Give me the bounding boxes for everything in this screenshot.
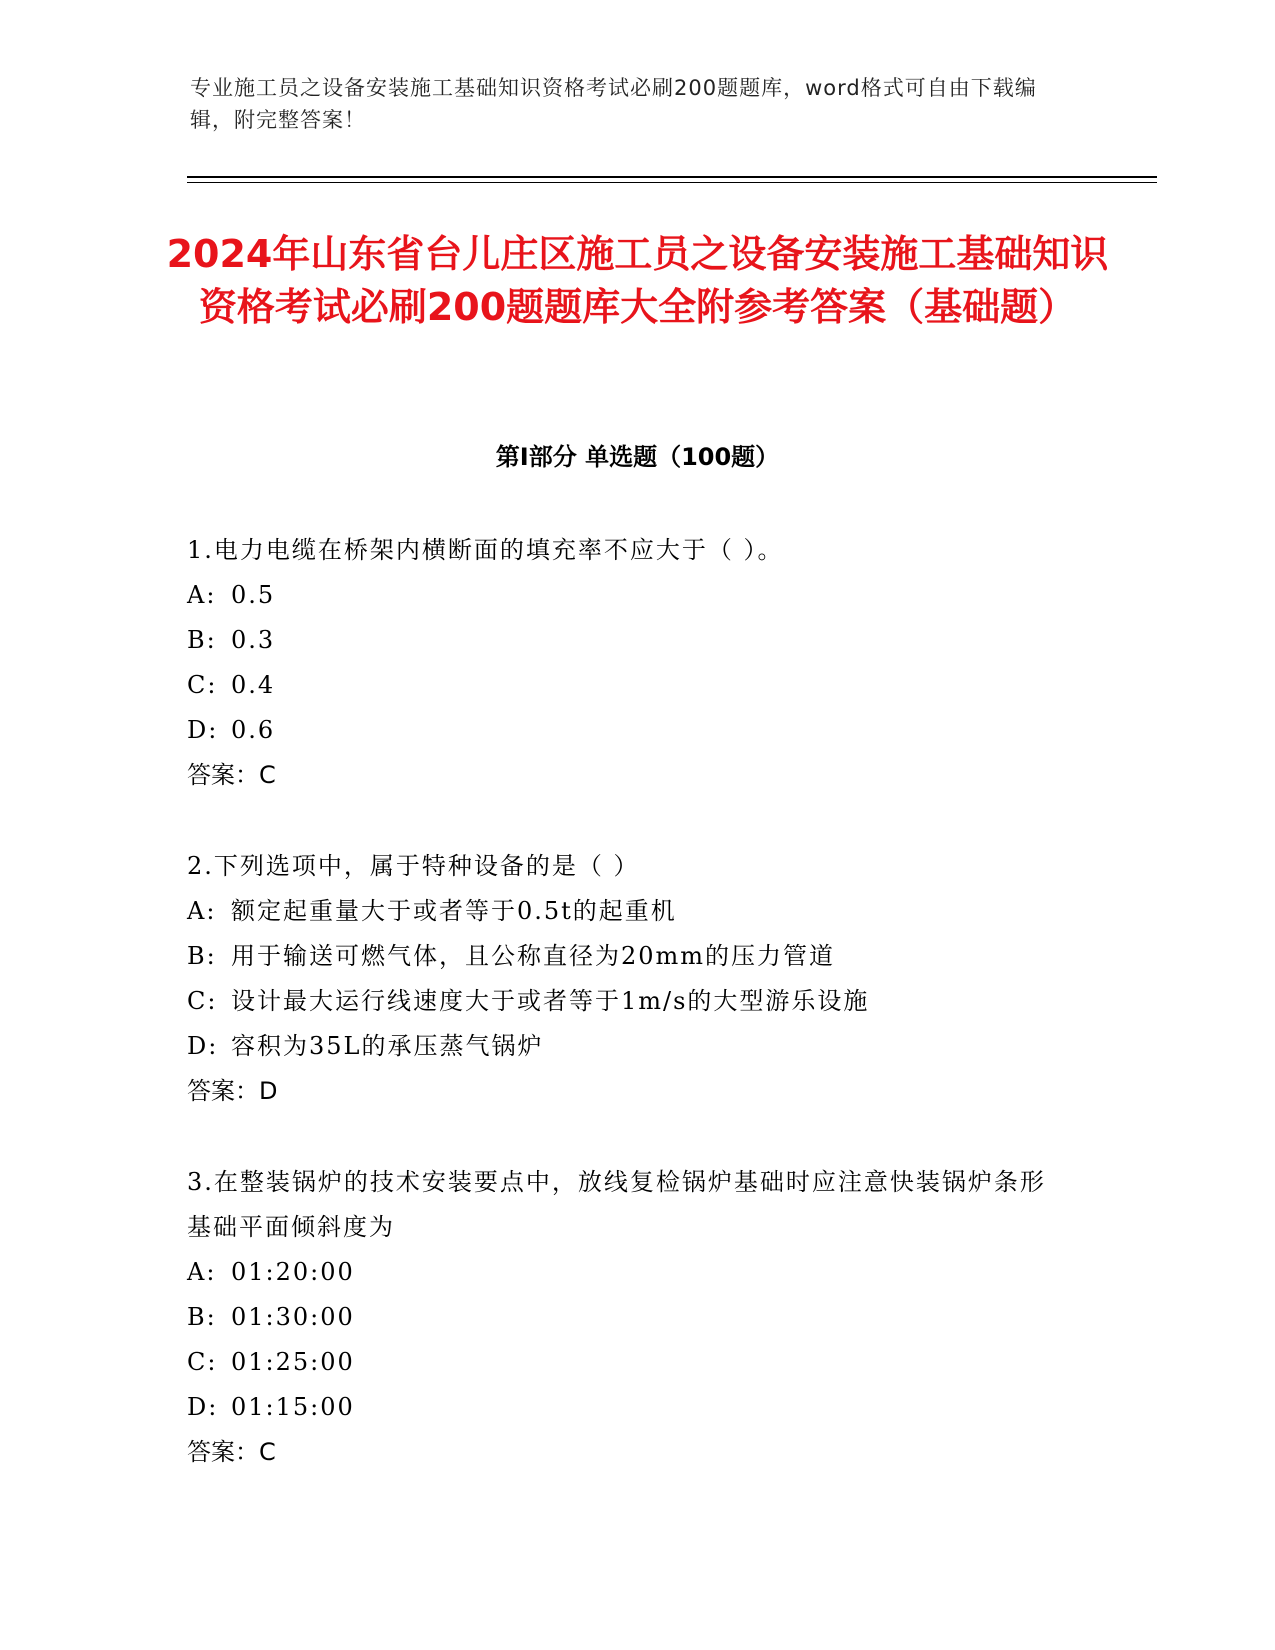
question-1 xyxy=(187,528,1067,798)
option-key: D: xyxy=(187,716,219,744)
option-c xyxy=(187,1340,1067,1385)
option-key: A: xyxy=(187,1258,217,1286)
answer-line: 答案：D xyxy=(187,1077,278,1105)
document-title: 2024年山东省台儿庄区施工员之设备安装施工基础知识资格考试必刷200题题库大全附参考答案（基础题） xyxy=(166,232,1109,329)
header-note: 专业施工员之设备安装施工基础知识资格考试必刷200题题库，word格式可自由下载编辑，附完整答案！ xyxy=(190,76,1037,132)
question-stem: 2.下列选项中，属于特种设备的是（ ） xyxy=(187,852,640,880)
option-key: A: xyxy=(187,897,217,925)
option-text: 用于输送可燃气体，且公称直径为20mm的压力管道 xyxy=(231,942,836,970)
answer-line: 答案：C xyxy=(187,1438,276,1466)
option-a xyxy=(187,1250,1067,1295)
option-text: 0.3 xyxy=(231,626,276,654)
question-list xyxy=(187,528,1067,1521)
option-c xyxy=(187,979,1067,1024)
option-key: C: xyxy=(187,671,218,699)
option-key: B: xyxy=(187,626,217,654)
section-heading: 第I部分 单选题（100题） xyxy=(495,443,780,471)
header-divider-thin xyxy=(187,182,1157,183)
option-key: D: xyxy=(187,1393,219,1421)
option-key: C: xyxy=(187,987,218,1015)
option-d xyxy=(187,1024,1067,1069)
option-text: 额定起重量大于或者等于0.5t的起重机 xyxy=(231,897,677,925)
option-text: 01:25:00 xyxy=(231,1348,355,1376)
question-2 xyxy=(187,844,1067,1114)
option-text: 0.6 xyxy=(231,716,276,744)
option-text: 01:20:00 xyxy=(231,1258,355,1286)
option-c xyxy=(187,663,1067,708)
option-key: C: xyxy=(187,1348,218,1376)
option-text: 0.5 xyxy=(231,581,276,609)
option-text: 01:15:00 xyxy=(231,1393,355,1421)
option-b xyxy=(187,1295,1067,1340)
option-text: 容积为35L的承压蒸气锅炉 xyxy=(231,1032,544,1060)
option-key: B: xyxy=(187,1303,217,1331)
option-b xyxy=(187,618,1067,663)
question-3 xyxy=(187,1160,1067,1475)
option-d xyxy=(187,708,1067,753)
option-text: 设计最大运行线速度大于或者等于1m/s的大型游乐设施 xyxy=(231,987,870,1015)
option-b xyxy=(187,934,1067,979)
option-key: A: xyxy=(187,581,217,609)
option-text: 01:30:00 xyxy=(231,1303,355,1331)
option-key: B: xyxy=(187,942,217,970)
answer-line: 答案：C xyxy=(187,761,276,789)
option-a xyxy=(187,573,1067,618)
header-divider-thick xyxy=(187,176,1157,178)
question-stem: 3.在整装锅炉的技术安装要点中，放线复检锅炉基础时应注意快装锅炉条形基础平面倾斜度为 xyxy=(187,1168,1046,1241)
option-d xyxy=(187,1385,1067,1430)
option-key: D: xyxy=(187,1032,219,1060)
option-a xyxy=(187,889,1067,934)
option-text: 0.4 xyxy=(231,671,276,699)
question-stem: 1.电力电缆在桥架内横断面的填充率不应大于（ ）。 xyxy=(187,536,784,564)
